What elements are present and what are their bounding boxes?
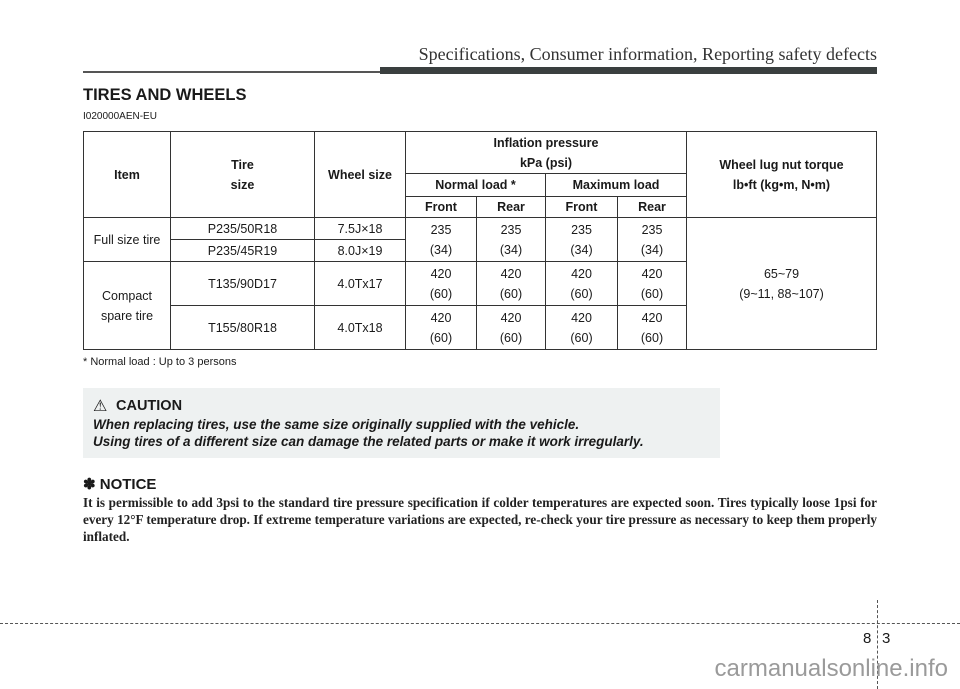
caution-line: When replacing tires, use the same size originally supplied with the vehicle.	[93, 417, 580, 432]
header-normal-load: Normal load *	[406, 174, 546, 197]
running-header: Specifications, Consumer information, Reporting safety defects	[418, 44, 877, 64]
pressure-cell: 420 (60)	[477, 262, 546, 306]
wheel-cell: 7.5J×18	[315, 218, 406, 240]
footnote: * Normal load : Up to 3 persons	[83, 356, 237, 368]
tire-cell: P235/50R18	[171, 218, 315, 240]
pressure-cell: 420 (60)	[406, 306, 477, 350]
footer-rule	[0, 623, 960, 624]
wheel-cell: 4.0Tx18	[315, 306, 406, 350]
pressure-cell: 420 (60)	[477, 306, 546, 350]
section-title: TIRES AND WHEELS	[83, 86, 247, 104]
wheel-cell: 8.0J×19	[315, 240, 406, 262]
watermark: carmanualsonline.info	[714, 655, 948, 682]
wheel-cell: 4.0Tx17	[315, 262, 406, 306]
pressure-cell: 235 (34)	[546, 218, 618, 262]
header-front: Front	[406, 197, 477, 218]
pressure-cell: 420 (60)	[546, 306, 618, 350]
header-tire-size: Tire size	[171, 132, 315, 218]
notice-title: ✽ NOTICE	[83, 476, 157, 493]
warning-triangle-icon: ⚠	[93, 398, 108, 415]
pressure-cell: 235 (34)	[618, 218, 687, 262]
header-item: Item	[84, 132, 171, 218]
section-code: I020000AEN-EU	[83, 111, 157, 122]
pressure-cell: 420 (60)	[406, 262, 477, 306]
tire-cell: P235/45R19	[171, 240, 315, 262]
chapter-number: 8	[863, 630, 872, 647]
tires-wheels-table	[83, 131, 877, 350]
tire-cell: T135/90D17	[171, 262, 315, 306]
item-cell: Compact spare tire	[84, 262, 171, 350]
notice-text: It is permissible to add 3psi to the standard tire pressure specification if colder temperatures are expected soon. Tires typically loose 1psi for every 12°F temperature drop. If extreme temperature variations are expected, re-check your tire pressure as necessary to keep them properly inflated.	[83, 495, 877, 544]
item-cell: Full size tire	[84, 218, 171, 262]
pressure-cell: 420 (60)	[546, 262, 618, 306]
header-bar	[380, 67, 877, 74]
header-max-load: Maximum load	[546, 174, 687, 197]
pressure-cell: 420 (60)	[618, 262, 687, 306]
header-rule	[83, 71, 383, 73]
header-torque: Wheel lug nut torque lb•ft (kg•m, N•m)	[687, 132, 877, 218]
tire-cell: T155/80R18	[171, 306, 315, 350]
header-inflation: Inflation pressure kPa (psi)	[406, 132, 687, 174]
pressure-cell: 235 (34)	[406, 218, 477, 262]
pressure-cell: 420 (60)	[618, 306, 687, 350]
caution-box	[83, 388, 720, 458]
caution-title: CAUTION	[116, 398, 183, 414]
page-number: 3	[882, 630, 891, 647]
header-rear: Rear	[618, 197, 687, 218]
table-row	[84, 218, 877, 240]
pressure-cell: 235 (34)	[477, 218, 546, 262]
header-rear: Rear	[477, 197, 546, 218]
header-front: Front	[546, 197, 618, 218]
torque-cell: 65~79 (9~11, 88~107)	[687, 218, 877, 350]
caution-line: Using tires of a different size can damage the related parts or make it work irregularly.	[93, 434, 644, 449]
header-wheel-size: Wheel size	[315, 132, 406, 218]
